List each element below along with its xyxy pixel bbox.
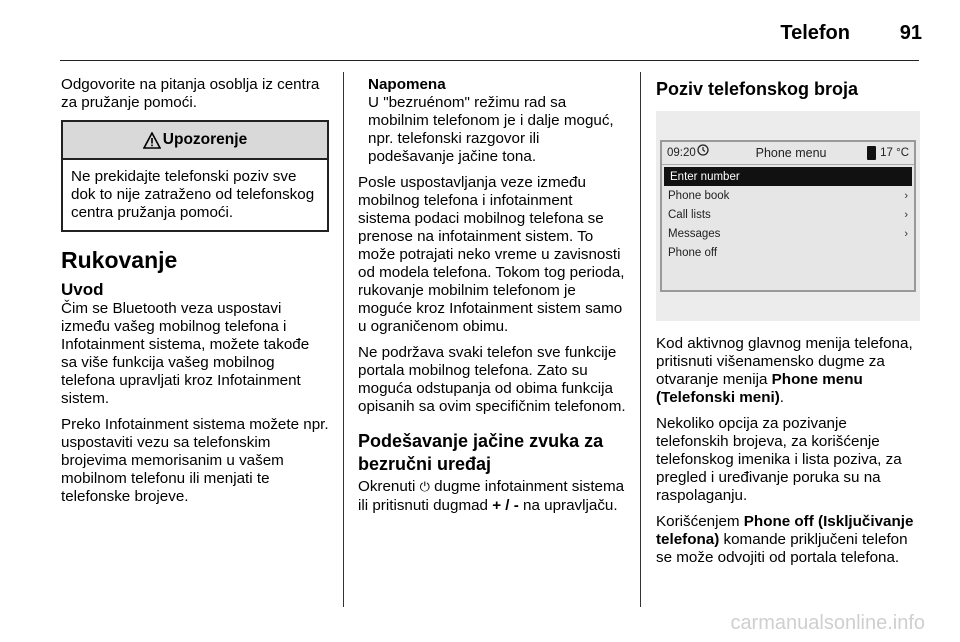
- screen-menu-item[interactable]: Call lists ›: [662, 205, 914, 224]
- volume-keys: + / -: [492, 497, 519, 514]
- phone-menu-term: Phone menu (Telefonski meni): [656, 371, 863, 406]
- screen-time: 09:20: [667, 147, 696, 159]
- screen-title: Phone menu: [755, 146, 827, 160]
- watermark: carmanualsonline.info: [730, 612, 925, 634]
- section-title-rukovanje: Rukovanje: [61, 247, 178, 273]
- warning-triangle-icon: [143, 132, 161, 149]
- paragraph: Preko Infotainment sistema možete npr. uspostaviti vezu sa telefonskim brojevima memorisanim u vašem mobilnom telefonu ili menjati te telefonske brojeve.: [61, 416, 329, 505]
- paragraph: Kod aktivnog glavnog menija telefona, pritisnuti višenamensko dugme za otvaranje menija Phone menu (Telefonski meni).: [656, 335, 913, 406]
- section-title-poziv: Poziv telefonskog broja: [656, 79, 859, 99]
- screen-menu-list: [662, 167, 914, 262]
- column-3: [656, 76, 922, 575]
- phone-icon: [867, 146, 876, 160]
- page-number: 91: [899, 22, 922, 44]
- screen-temperature: 17 °C: [880, 147, 909, 159]
- note-label: Napomena: [368, 76, 446, 93]
- power-knob-icon: ⏻: [419, 480, 430, 495]
- column-1: [61, 76, 329, 514]
- screen-status-bar: [662, 142, 914, 165]
- chevron-right-icon: ›: [904, 227, 908, 240]
- note-block: [358, 76, 626, 166]
- screen-menu-item[interactable]: Phone off: [668, 246, 718, 259]
- phone-off-term: Phone off (Isključivanje telefona): [656, 513, 914, 548]
- warning-text: Ne prekidajte telefonski poziv sve dok to nije zatraženo od telefonskog centra pružanja pomoći.: [71, 168, 315, 221]
- intro-text: Odgovorite na pitanja osoblja iz centra za pružanje pomoći.: [61, 76, 320, 111]
- note-text: U "bezruénom" režimu rad sa mobilnim telefonom je i dalje moguć, npr. telefonski razgovor ili podešavanje jačine tona.: [368, 94, 614, 165]
- screen-menu-item[interactable]: Messages ›: [662, 224, 914, 243]
- phone-menu-screen: [660, 140, 916, 292]
- header-divider: [60, 60, 919, 61]
- chevron-right-icon: ›: [904, 208, 908, 221]
- paragraph: Korišćenjem Phone off (Isključivanje telefona) komande priključeni telefon se može odvojiti od portala telefona.: [656, 513, 914, 566]
- warning-header: [63, 122, 327, 160]
- paragraph: Čim se Bluetooth veza uspostavi između vašeg mobilnog telefona i Infotainment sistema, možete takođe sa više funkcija vašeg mobilnog telefona upravljati kroz Infotainment sistem.: [61, 300, 310, 407]
- warning-title: Upozorenje: [162, 131, 248, 148]
- warning-box: [61, 120, 329, 232]
- page-title: Telefon: [780, 22, 850, 44]
- column-divider-2: [640, 72, 641, 607]
- subsection-title-volume: Podešavanje jačine zvuka za bezručni uređaj: [358, 431, 604, 474]
- screen-menu-item[interactable]: Phone book ›: [662, 186, 914, 205]
- paragraph: Nekoliko opcija za pozivanje telefonskih brojeva, za korišćenje telefonskog imenika i lista poziva, za pregled i uređivanje poruka su na raspolaganju.: [656, 415, 902, 504]
- subsection-title-uvod: Uvod: [61, 280, 104, 299]
- chevron-right-icon: ›: [904, 189, 908, 202]
- screen-menu-item[interactable]: Enter number: [664, 167, 912, 186]
- paragraph: Ne podržava svaki telefon sve funkcije portala mobilnog telefona. Zato su moguća odstupanja od obima funkcija opisanih sa ovim specifičnim telefonom.: [358, 344, 626, 415]
- column-divider-1: [343, 72, 344, 607]
- column-2: [358, 76, 626, 523]
- paragraph: Posle uspostavljanja veze između mobilnog telefona i infotainment sistema podaci mobilnog telefona se prenose na infotainment sistem. To može potrajati neko vreme u zavisnosti od modela telefona. Tokom tog perioda, rukovanje mobilnim telefonom je moguće kroz Infotainment sistem samo u ograničenom obimu.: [358, 174, 625, 335]
- screen-figure: [656, 111, 920, 321]
- clock-icon: [697, 144, 715, 162]
- volume-paragraph: Okrenuti ⏻ dugme infotainment sistema ili pritisnuti dugmad + / - na upravljaču.: [358, 478, 625, 514]
